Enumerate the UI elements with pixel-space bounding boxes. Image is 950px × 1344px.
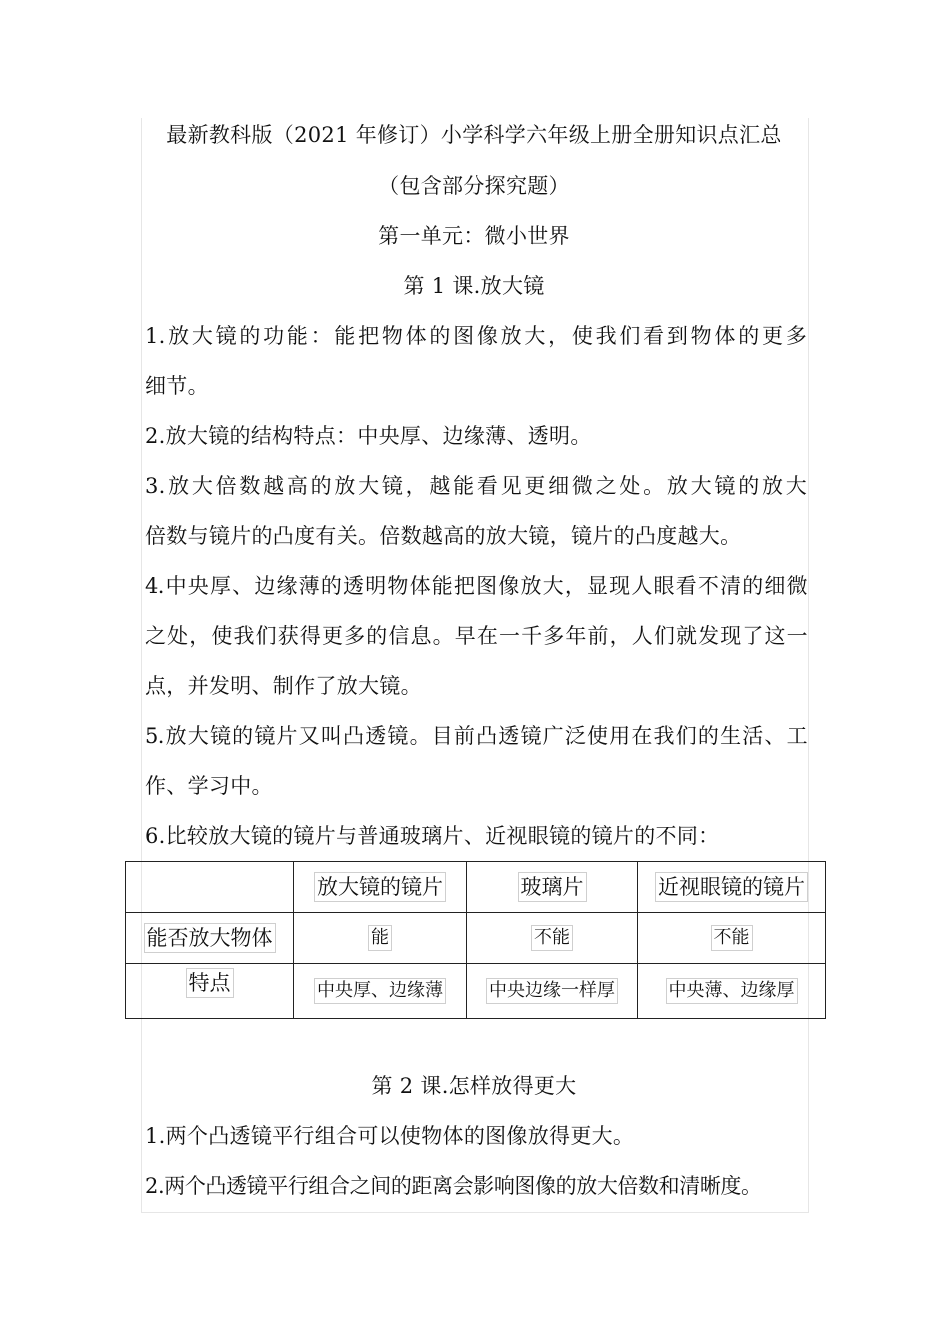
paragraph-line: 细节。 [145, 374, 209, 398]
table-header-cell: 玻璃片 [467, 862, 638, 913]
paragraph-line: 点，并发明、制作了放大镜。 [145, 674, 422, 698]
paragraph-line: 作、学习中。 [145, 774, 273, 798]
table-cell: 不能 [638, 913, 826, 964]
table-header-cell: 放大镜的镜片 [294, 862, 467, 913]
paragraph-line: 2.放大镜的结构特点：中央厚、边缘薄、透明。 [145, 424, 592, 448]
paragraph-line: 倍数与镜片的凸度有关。倍数越高的放大镜，镜片的凸度越大。 [145, 524, 742, 548]
lesson-2-title: 第 2 课.怎样放得更大 [371, 1074, 577, 1098]
table-row-label: 特点 [126, 964, 294, 1019]
table-cell: 能 [294, 913, 467, 964]
table-cell: 中央边缘一样厚 [467, 964, 638, 1019]
paragraph-line: 5.放大镜的镜片又叫凸透镜。目前凸透镜广泛使用在我们的生活、工 [145, 724, 807, 748]
paragraph-line: 6.比较放大镜的镜片与普通玻璃片、近视眼镜的镜片的不同： [145, 824, 720, 848]
table-cell: 中央厚、边缘薄 [294, 964, 467, 1019]
table-row [126, 913, 826, 964]
table-header-cell: 近视眼镜的镜片 [638, 862, 826, 913]
unit-title: 第一单元：微小世界 [378, 224, 570, 248]
paragraph-line: 之处，使我们获得更多的信息。早在一千多年前，人们就发现了这一 [145, 624, 807, 648]
table-header-cell [126, 862, 294, 913]
paragraph-line: 3.放大倍数越高的放大镜，越能看见更细微之处。放大镜的放大 [145, 474, 807, 498]
table-cell: 中央薄、边缘厚 [638, 964, 826, 1019]
paragraph-line: 1.两个凸透镜平行组合可以使物体的图像放得更大。 [145, 1124, 635, 1148]
table-header-row [126, 862, 826, 913]
paragraph-line: 1.放大镜的功能：能把物体的图像放大，使我们看到物体的更多 [145, 324, 807, 348]
paragraph-line: 2.两个凸透镜平行组合之间的距离会影响图像的放大倍数和清晰度。 [145, 1174, 762, 1198]
document-subtitle: （包含部分探究题） [378, 174, 570, 198]
comparison-table [125, 861, 826, 1019]
table-row [126, 964, 826, 1019]
table-row-label: 能否放大物体 [126, 913, 294, 964]
paragraph-line: 4.中央厚、边缘薄的透明物体能把图像放大，显现人眼看不清的细微 [145, 574, 807, 598]
lesson-1-title: 第 1 课.放大镜 [403, 274, 545, 298]
table-cell: 不能 [467, 913, 638, 964]
document-title: 最新教科版（2021 年修订）小学科学六年级上册全册知识点汇总 [166, 123, 782, 147]
